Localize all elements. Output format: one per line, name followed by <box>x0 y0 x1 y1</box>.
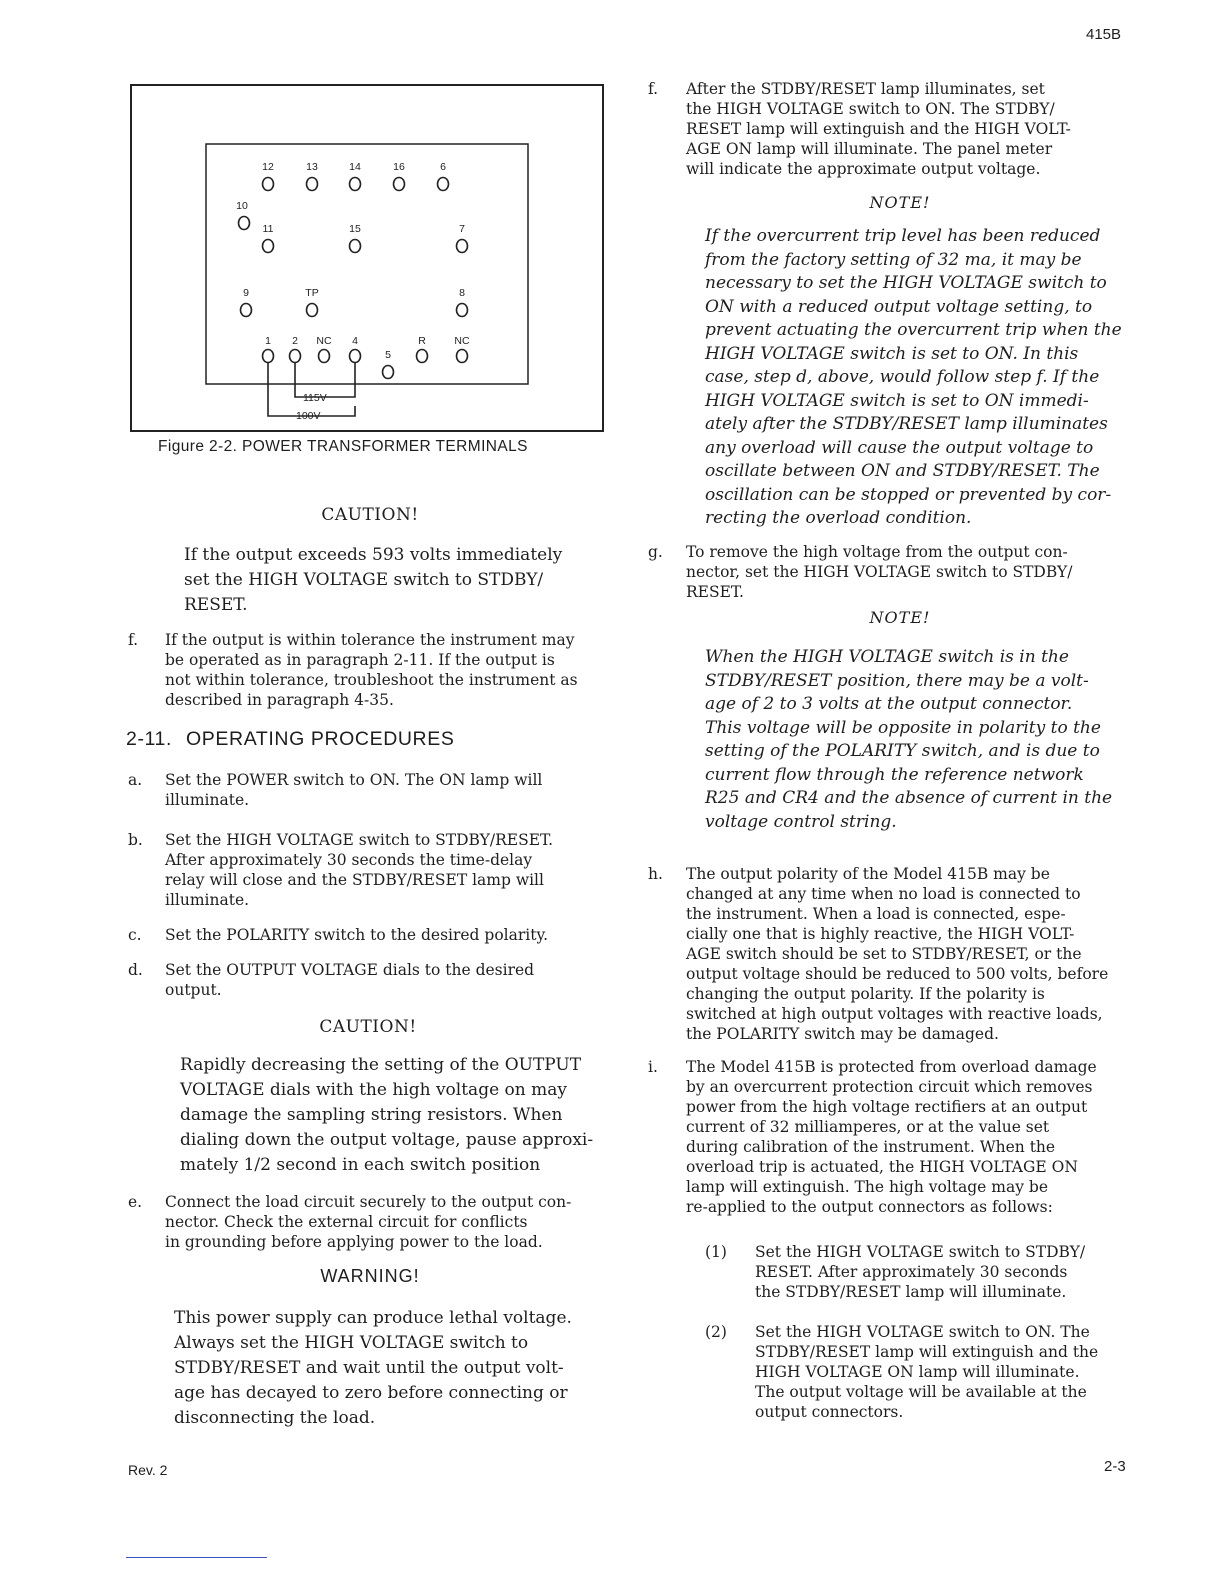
terminal-label: 6 <box>440 161 446 173</box>
terminal-label: 7 <box>459 223 465 235</box>
section-number: 2-11. <box>126 728 172 750</box>
section-heading <box>126 728 454 751</box>
caution-heading: CAUTION! <box>321 505 419 525</box>
terminal-tp <box>307 304 318 317</box>
item-label: g. <box>648 543 663 561</box>
terminal-label: 16 <box>393 161 405 173</box>
sub-step-label: (1) <box>705 1243 727 1261</box>
terminal-11 <box>263 240 274 253</box>
terminal-10 <box>239 217 250 230</box>
note-text: If the overcurrent trip level has been reduced from the factory setting of 32 ma, it may be necessary to set the HIGH VOLTAGE switch to ON with a reduced output voltage setting, to prevent actuating the overcurrent trip when the HIGH VOLTAGE switch is set to ON. In this case, step d, above, would follow step f. If the HIGH VOLTAGE switch is set to ON immedi- ately after the STDBY/RESET lamp illuminates any overload will cause the output voltage to oscillate between ON and STDBY/RESET. The oscillation can be stopped or prevented by cor- recting the overload condition. <box>705 226 1122 528</box>
model-number: 415B <box>1086 26 1122 43</box>
note-heading: NOTE! <box>869 608 931 627</box>
caution-text: Rapidly decreasing the setting of the OUTPUT VOLTAGE dials with the high voltage on may damage the sampling string resistors. When dialing down the output voltage, pause approxi- mately 1/2 second in each switch position <box>180 1055 594 1175</box>
item-label: c. <box>128 926 142 944</box>
terminal-label: 10 <box>236 200 248 212</box>
voltage-100-label: 100V <box>296 410 321 422</box>
item-label: f. <box>648 80 659 98</box>
figure-caption: Figure 2-2. POWER TRANSFORMER TERMINALS <box>158 438 528 455</box>
section-title: OPERATING PROCEDURES <box>186 728 455 750</box>
item-label: a. <box>128 771 143 789</box>
caution-text: If the output exceeds 593 volts immediately set the HIGH VOLTAGE switch to STDBY/ RESET. <box>184 545 563 615</box>
item-label: d. <box>128 961 143 979</box>
terminal-2 <box>290 350 301 363</box>
item-label: b. <box>128 831 143 849</box>
terminal-label: 4 <box>352 335 358 347</box>
terminal-label: NC <box>316 335 332 347</box>
terminal-label: 14 <box>349 161 361 173</box>
terminal-nc-2 <box>457 350 468 363</box>
voltage-115-label: 115V <box>303 392 327 404</box>
power-transformer-diagram <box>132 86 602 430</box>
caution-heading: CAUTION! <box>319 1017 417 1037</box>
warning-text: This power supply can produce lethal voltage. Always set the HIGH VOLTAGE switch to STDBY/RESET and wait until the output volt- age has decayed to zero before connecting or disconnecting the load. <box>174 1308 572 1428</box>
terminal-8 <box>457 304 468 317</box>
terminal-1 <box>263 350 274 363</box>
terminal-9 <box>241 304 252 317</box>
terminal-label: 2 <box>292 335 298 347</box>
terminal-label: TP <box>305 287 319 299</box>
item-label: e. <box>128 1193 143 1211</box>
terminal-label: 13 <box>306 161 318 173</box>
page-number: 2-3 <box>1104 1458 1126 1475</box>
terminal-label: 5 <box>385 349 391 361</box>
terminal-label: 9 <box>243 287 249 299</box>
note-heading: NOTE! <box>869 193 931 212</box>
terminal-label: 12 <box>262 161 274 173</box>
terminal-14 <box>350 178 361 191</box>
item-label: f. <box>128 631 139 649</box>
terminal-label: 8 <box>459 287 465 299</box>
terminal-board <box>206 144 528 384</box>
figure-frame <box>130 84 604 432</box>
terminal-12 <box>263 178 274 191</box>
terminal-label: 11 <box>262 223 274 235</box>
terminal-label: R <box>418 335 426 347</box>
terminal-6 <box>438 178 449 191</box>
sub-step-label: (2) <box>705 1323 727 1341</box>
item-label: h. <box>648 865 663 883</box>
terminal-13 <box>307 178 318 191</box>
item-label: i. <box>648 1058 658 1076</box>
terminal-label: 15 <box>349 223 361 235</box>
terminal-4 <box>350 350 361 363</box>
terminal-16 <box>394 178 405 191</box>
note-text: When the HIGH VOLTAGE switch is in the STDBY/RESET position, there may be a volt- age of 2 to 3 volts at the output connector. This voltage will be opposite in polarity to the setting of the POLARITY switch, and is due to current flow through the reference network R25 and CR4 and the absence of current in the voltage control string. <box>705 647 1113 832</box>
terminal-15 <box>350 240 361 253</box>
terminal-label: NC <box>454 335 470 347</box>
revision-label: Rev. 2 <box>128 1462 168 1478</box>
terminal-label: 1 <box>265 335 271 347</box>
terminal-7 <box>457 240 468 253</box>
bottom-rule <box>126 1557 267 1558</box>
terminal-5 <box>383 366 394 379</box>
warning-heading: WARNING! <box>320 1266 420 1286</box>
terminal-r <box>417 350 428 363</box>
terminal-nc-1 <box>319 350 330 363</box>
jumper-100v <box>268 363 355 416</box>
